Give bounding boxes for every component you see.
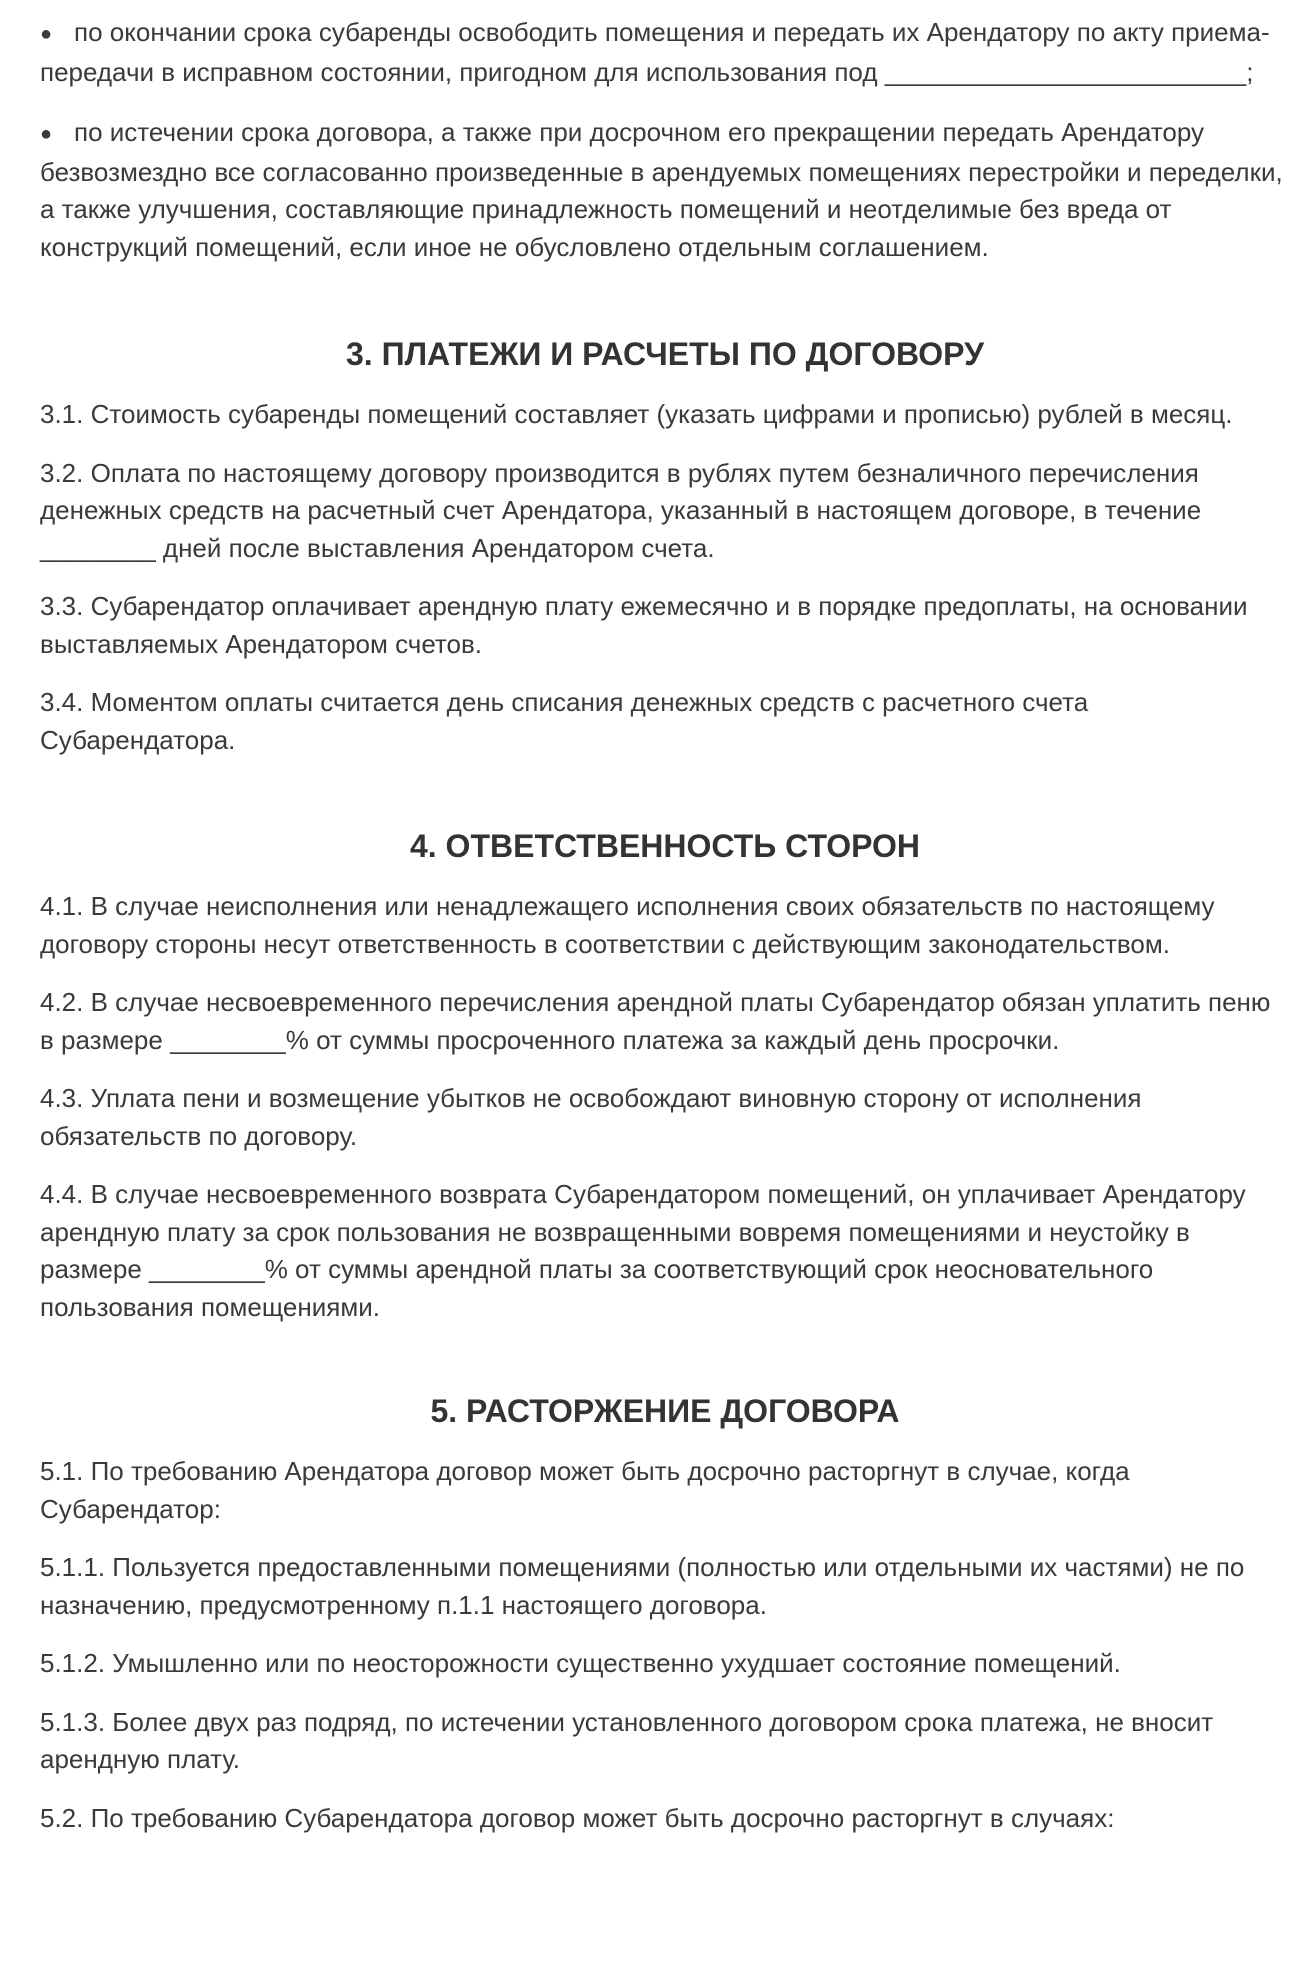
section-5-heading: 5. РАСТОРЖЕНИЕ ДОГОВОРА <box>430 1393 900 1429</box>
section-4-heading: 4. ОТВЕТСТВЕННОСТЬ СТОРОН <box>409 828 921 864</box>
paragraph-3-4: 3.4. Моментом оплаты считается день списания денежных средств с расчетного счета Субарендатора. <box>40 687 1089 755</box>
obligations-list <box>40 14 1290 266</box>
paragraph-5-1-2: 5.1.2. Умышленно или по неосторожности существенно ухудшает состояние помещений. <box>40 1648 1121 1678</box>
paragraph-5-1-3: 5.1.3. Более двух раз подряд, по истечении установленного договором срока платежа, не вносит арендную плату. <box>40 1706 1214 1774</box>
paragraph-4-2: 4.2. В случае несвоевременного перечисления арендной платы Субарендатор обязан уплатить пеню в размере ________% от суммы просроченного платежа за каждый день просрочки. <box>40 987 1271 1055</box>
paragraph-5-1: 5.1. По требованию Арендатора договор может быть досрочно расторгнут в случае, когда Субарендатор: <box>40 1456 1130 1524</box>
section-3-heading: 3. ПЛАТЕЖИ И РАСЧЕТЫ ПО ДОГОВОРУ <box>346 336 984 372</box>
paragraph-3-3: 3.3. Субарендатор оплачивает арендную плату ежемесячно и в порядке предоплаты, на основании выставляемых Арендатором счетов. <box>40 591 1248 659</box>
bullet-icon: ● <box>40 23 53 45</box>
paragraph-3-1: 3.1. Стоимость субаренды помещений составляет (указать цифрами и прописью) рублей в месяц. <box>40 399 1233 429</box>
paragraph-5-2: 5.2. По требованию Субарендатора договор может быть досрочно расторгнут в случаях: <box>40 1802 1115 1833</box>
paragraph-4-3: 4.3. Уплата пени и возмещение убытков не освобождают виновную сторону от исполнения обязательств по договору. <box>40 1083 1142 1151</box>
paragraph-4-1: 4.1. В случае неисполнения или ненадлежащего исполнения своих обязательств по настоящему договору стороны несут ответственность в соответствии с действующим законодательством. <box>40 891 1215 959</box>
paragraph-4-4: 4.4. В случае несвоевременного возврата Субарендатором помещений, он уплачивает Арендатору арендную плату за срок пользования не возвращенными вовремя помещениями и неустойку в размере ________% от суммы арендной платы за соответствующий срок неосновательного пользования помещениями. <box>40 1179 1246 1322</box>
document-page <box>40 14 1290 1858</box>
list-item-text: по истечении срока договора, а также при досрочном его прекращении передать Арендатору безвозмездно все согласованно произведенные в арендуемых помещениях перестройки и переделки, а также улучшения, составляющие принадлежность помещений и неотделимые без вреда от конструкций помещений, если иное не обусловлено отдельным соглашением. <box>40 117 1283 262</box>
list-item-text: по окончании срока субаренды освободить помещения и передать их Арендатору по акту приема-передачи в исправном состоянии, пригодном для использования под _________________________; <box>40 17 1270 87</box>
list-item <box>40 14 1290 91</box>
paragraph-3-2: 3.2. Оплата по настоящему договору производится в рублях путем безналичного перечисления денежных средств на расчетный счет Арендатора, указанный в настоящем договоре, в течение ________ дней после выставления Арендатором счета. <box>40 457 1202 563</box>
list-item <box>40 114 1290 266</box>
paragraph-5-1-1: 5.1.1. Пользуется предоставленными помещениями (полностью или отдельными их частями) не по назначению, предусмотренному п.1.1 настоящего договора. <box>40 1552 1245 1620</box>
bullet-icon: ● <box>40 123 53 145</box>
